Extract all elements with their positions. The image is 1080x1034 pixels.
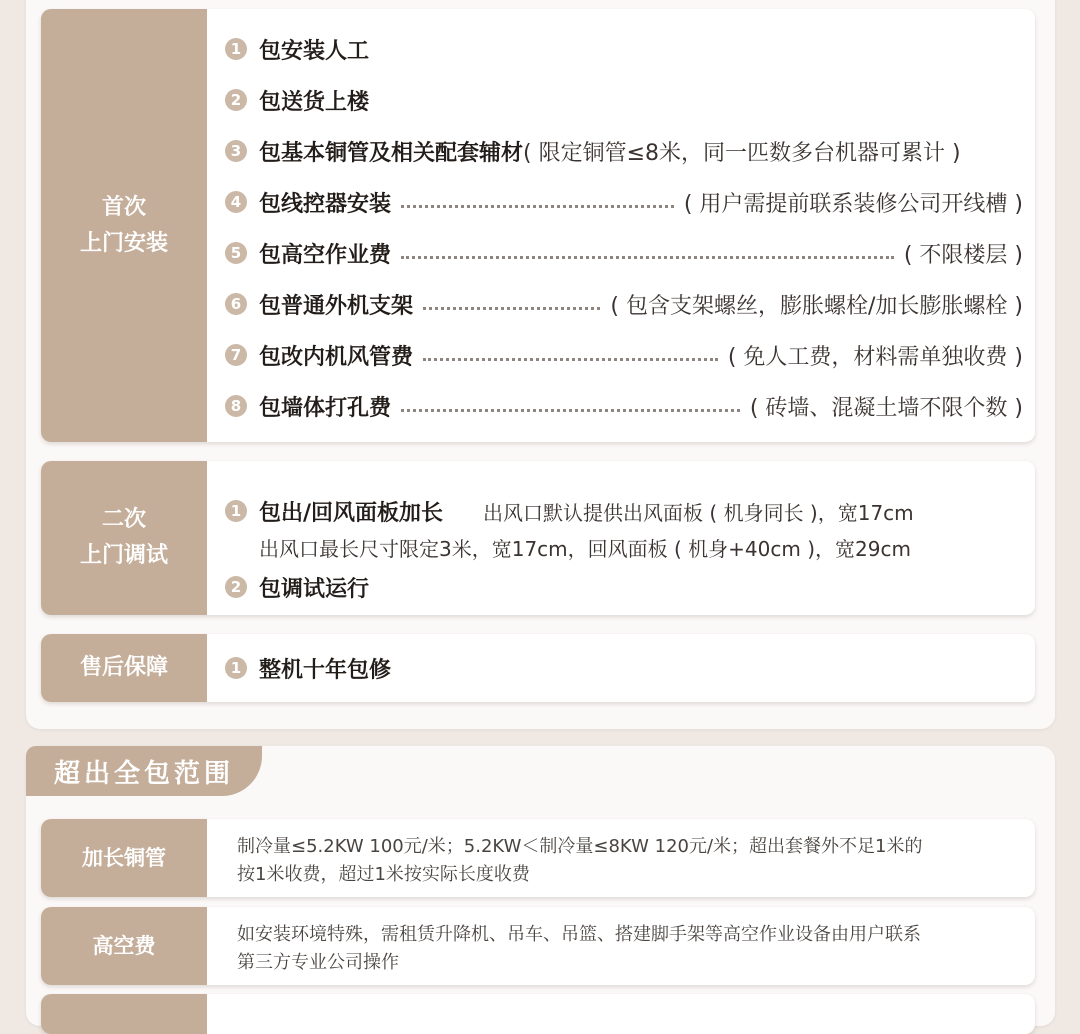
number-badge: 7 [225,344,247,366]
number-badge: 4 [225,191,247,213]
list-item [225,337,1023,373]
list-item [225,650,1023,686]
list-item [225,493,1023,529]
item-note: 出风口默认提供出风面板 ( 机身同长 )，宽17cm [483,500,914,525]
beyond-scope-title [26,746,262,796]
aerial-work-fee-body [207,907,1035,985]
item-title: 包出/回风面板加长 [259,500,444,526]
item-title: 包送货上楼 [259,89,370,115]
number-badge: 1 [225,500,247,522]
dotted-leader [401,256,894,259]
second-visit-label-line2: 上门调试 [79,543,168,568]
item-title: 包墙体打孔费 [259,395,392,421]
second-visit-label-line1: 二次 [101,507,146,532]
row-description [237,833,1015,889]
after-sales-label [41,634,207,702]
list-item [225,82,1023,118]
dotted-leader [401,205,674,208]
number-badge: 2 [225,576,247,598]
item-title: 包调试运行 [259,576,370,602]
row-description-line2: 第三方专业公司操作 [237,952,399,973]
number-badge: 5 [225,242,247,264]
row-description-line1: 如安装环境特殊，需租赁升降机、吊车、吊篮、搭建脚手架等高空作业设备由用户联系 [237,924,921,945]
row-description [237,921,1015,977]
extended-copper-pipe-card [41,819,1035,897]
beyond-scope-title-text: 超出全包范围 [53,758,234,789]
first-install-list [207,9,1035,442]
second-visit-label [41,461,207,615]
item-title: 包高空作业费 [259,242,392,268]
row-description-line2: 按1米收费，超过1米按实际长度收费 [237,864,530,885]
number-badge: 1 [225,38,247,60]
list-item [225,569,1023,605]
first-install-label-line1: 首次 [101,194,146,220]
list-item [225,388,1023,424]
dotted-leader [423,307,600,310]
number-badge: 1 [225,657,247,679]
dotted-leader [401,409,740,412]
aerial-work-fee-card [41,907,1035,985]
extended-copper-pipe-body [207,819,1035,897]
number-badge: 6 [225,293,247,315]
next-row-label-partial [41,994,207,1034]
item-title: 包普通外机支架 [259,293,414,319]
item-note: ( 免人工费，材料需单独收费 ) [727,344,1023,370]
after-sales-list [207,634,1035,702]
second-visit-card [41,461,1035,615]
item-note: ( 不限楼层 ) [903,242,1023,268]
aerial-work-fee-label [41,907,207,985]
after-sales-label-text: 售后保障 [79,655,168,680]
list-item [225,31,1023,67]
number-badge: 8 [225,395,247,417]
dotted-leader [423,358,718,361]
item-note: ( 包含支架螺丝，膨胀螺栓/加长膨胀螺栓 ) [610,293,1023,319]
list-item [225,184,1023,220]
item-title: 包改内机风管费 [259,344,414,370]
item-title: 包线控器安装 [259,191,392,217]
list-item [225,133,1023,169]
number-badge: 2 [225,89,247,111]
item-note: ( 限定铜管≤8米，同一匹数多台机器可累计 ) [523,140,961,166]
item-note-line2: 出风口最长尺寸限定3米，宽17cm，回风面板 ( 机身+40cm )，宽29cm [259,536,911,561]
row-label-text: 加长铜管 [82,846,166,870]
item-title: 整机十年包修 [259,657,392,683]
first-install-card [41,9,1035,442]
list-item [225,235,1023,271]
next-row-card-partial [41,994,1035,1034]
item-note: ( 用户需提前联系装修公司开线槽 ) [683,191,1023,217]
item-title: 包基本铜管及相关配套辅材 [259,140,524,166]
second-visit-list [207,461,1035,615]
list-item [225,286,1023,322]
item-title: 包安装人工 [259,38,370,64]
row-label-text: 高空费 [92,934,156,958]
list-item-continuation [259,529,1023,565]
after-sales-card [41,634,1035,702]
row-description-line1: 制冷量≤5.2KW 100元/米；5.2KW＜制冷量≤8KW 120元/米；超出套餐外不足1米的 [237,836,923,857]
number-badge: 3 [225,140,247,162]
first-install-label [41,9,207,442]
item-note: ( 砖墙、混凝土墙不限个数 ) [749,395,1023,421]
first-install-label-line2: 上门安装 [79,230,168,256]
extended-copper-pipe-label [41,819,207,897]
